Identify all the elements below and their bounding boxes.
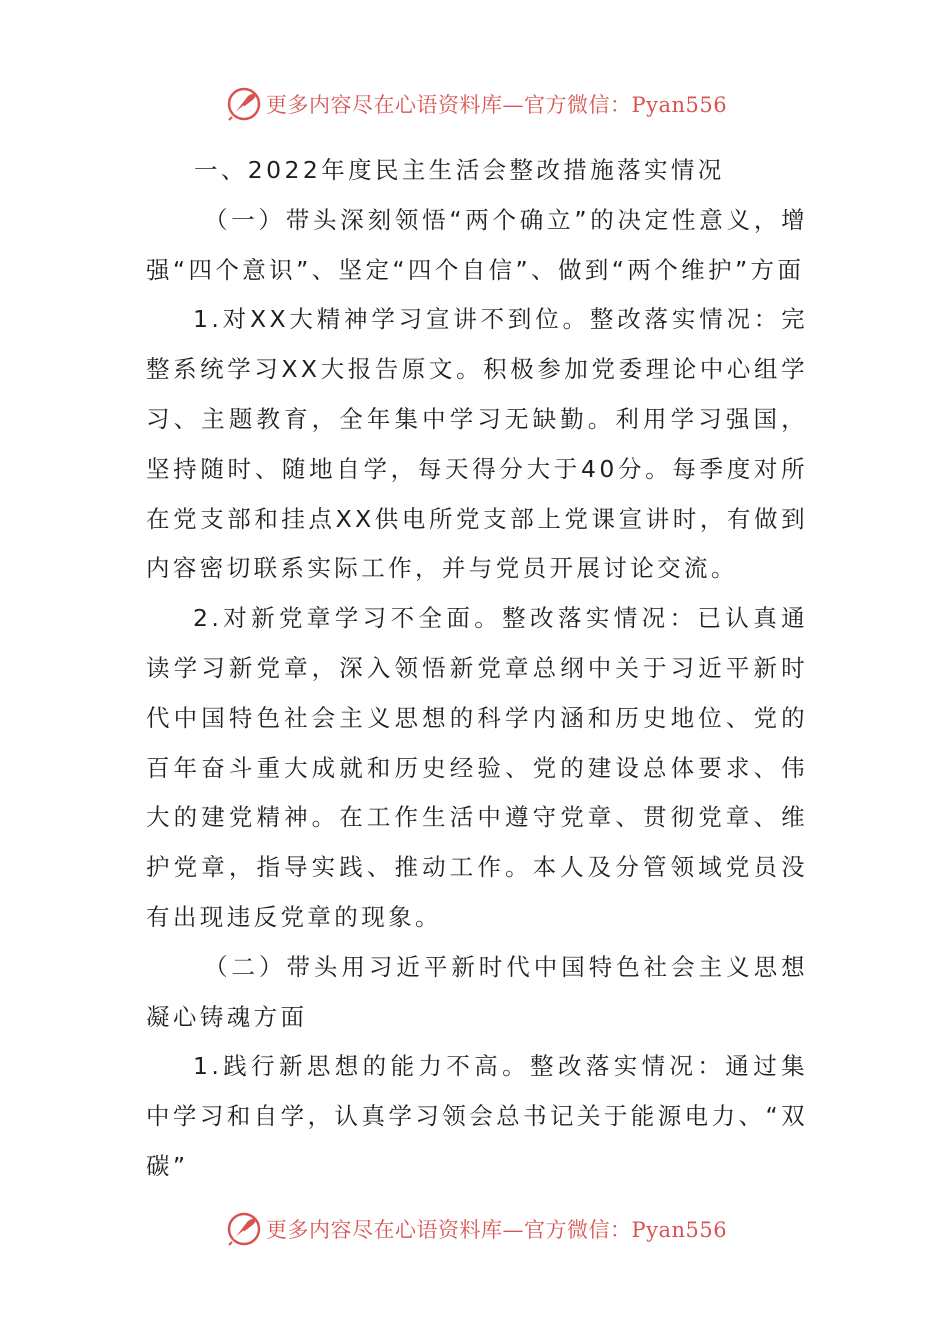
watermark-text: 更多内容尽在心语资料库—官方微信：Pyan556 (266, 93, 728, 117)
paragraph-1-1: 1.对XX大精神学习宣讲不到位。整改落实情况：完整系统学习XX大报告原文。积极参加党委理论中心组学习、主题教育，全年集中学习无缺勤。利用学习强国，坚持随时、随地自学，每天得分大于40分。每季度对所在党支部和挂点XX供电所党支部上党课宣讲时，有做到内容密切联系实际工作，并与党员开展讨论交流。 (146, 305, 808, 583)
subsection-title-1: （一）带头深刻领悟“两个确立”的决定性意义，增强“四个意识”、坚定“四个自信”、做到“两个维护”方面 (146, 205, 808, 284)
subsection-title-2: （二）带头用习近平新时代中国特色社会主义思想凝心铸魂方面 (146, 952, 808, 1031)
watermark-text: 更多内容尽在心语资料库—官方微信：Pyan556 (266, 1218, 728, 1242)
quill-logo-icon (226, 86, 262, 122)
document-body (146, 146, 808, 1192)
section-heading: 一、2022年度民主生活会整改措施落实情况 (194, 156, 725, 184)
watermark-top (226, 84, 727, 124)
quill-logo-icon (226, 1211, 262, 1247)
paragraph-2-1: 1.践行新思想的能力不高。整改落实情况：通过集中学习和自学，认真学习领会总书记关于能源电力、“双碳” (146, 1052, 808, 1180)
paragraph-1-2: 2.对新党章学习不全面。整改落实情况：已认真通读学习新党章，深入领悟新党章总纲中关于习近平新时代中国特色社会主义思想的科学内涵和历史地位、党的百年奋斗重大成就和历史经验、党的建设总体要求、伟大的建党精神。在工作生活中遵守党章、贯彻党章、维护党章，指导实践、推动工作。本人及分管领域党员没有出现违反党章的现象。 (146, 604, 808, 931)
watermark-bottom (226, 1209, 727, 1249)
